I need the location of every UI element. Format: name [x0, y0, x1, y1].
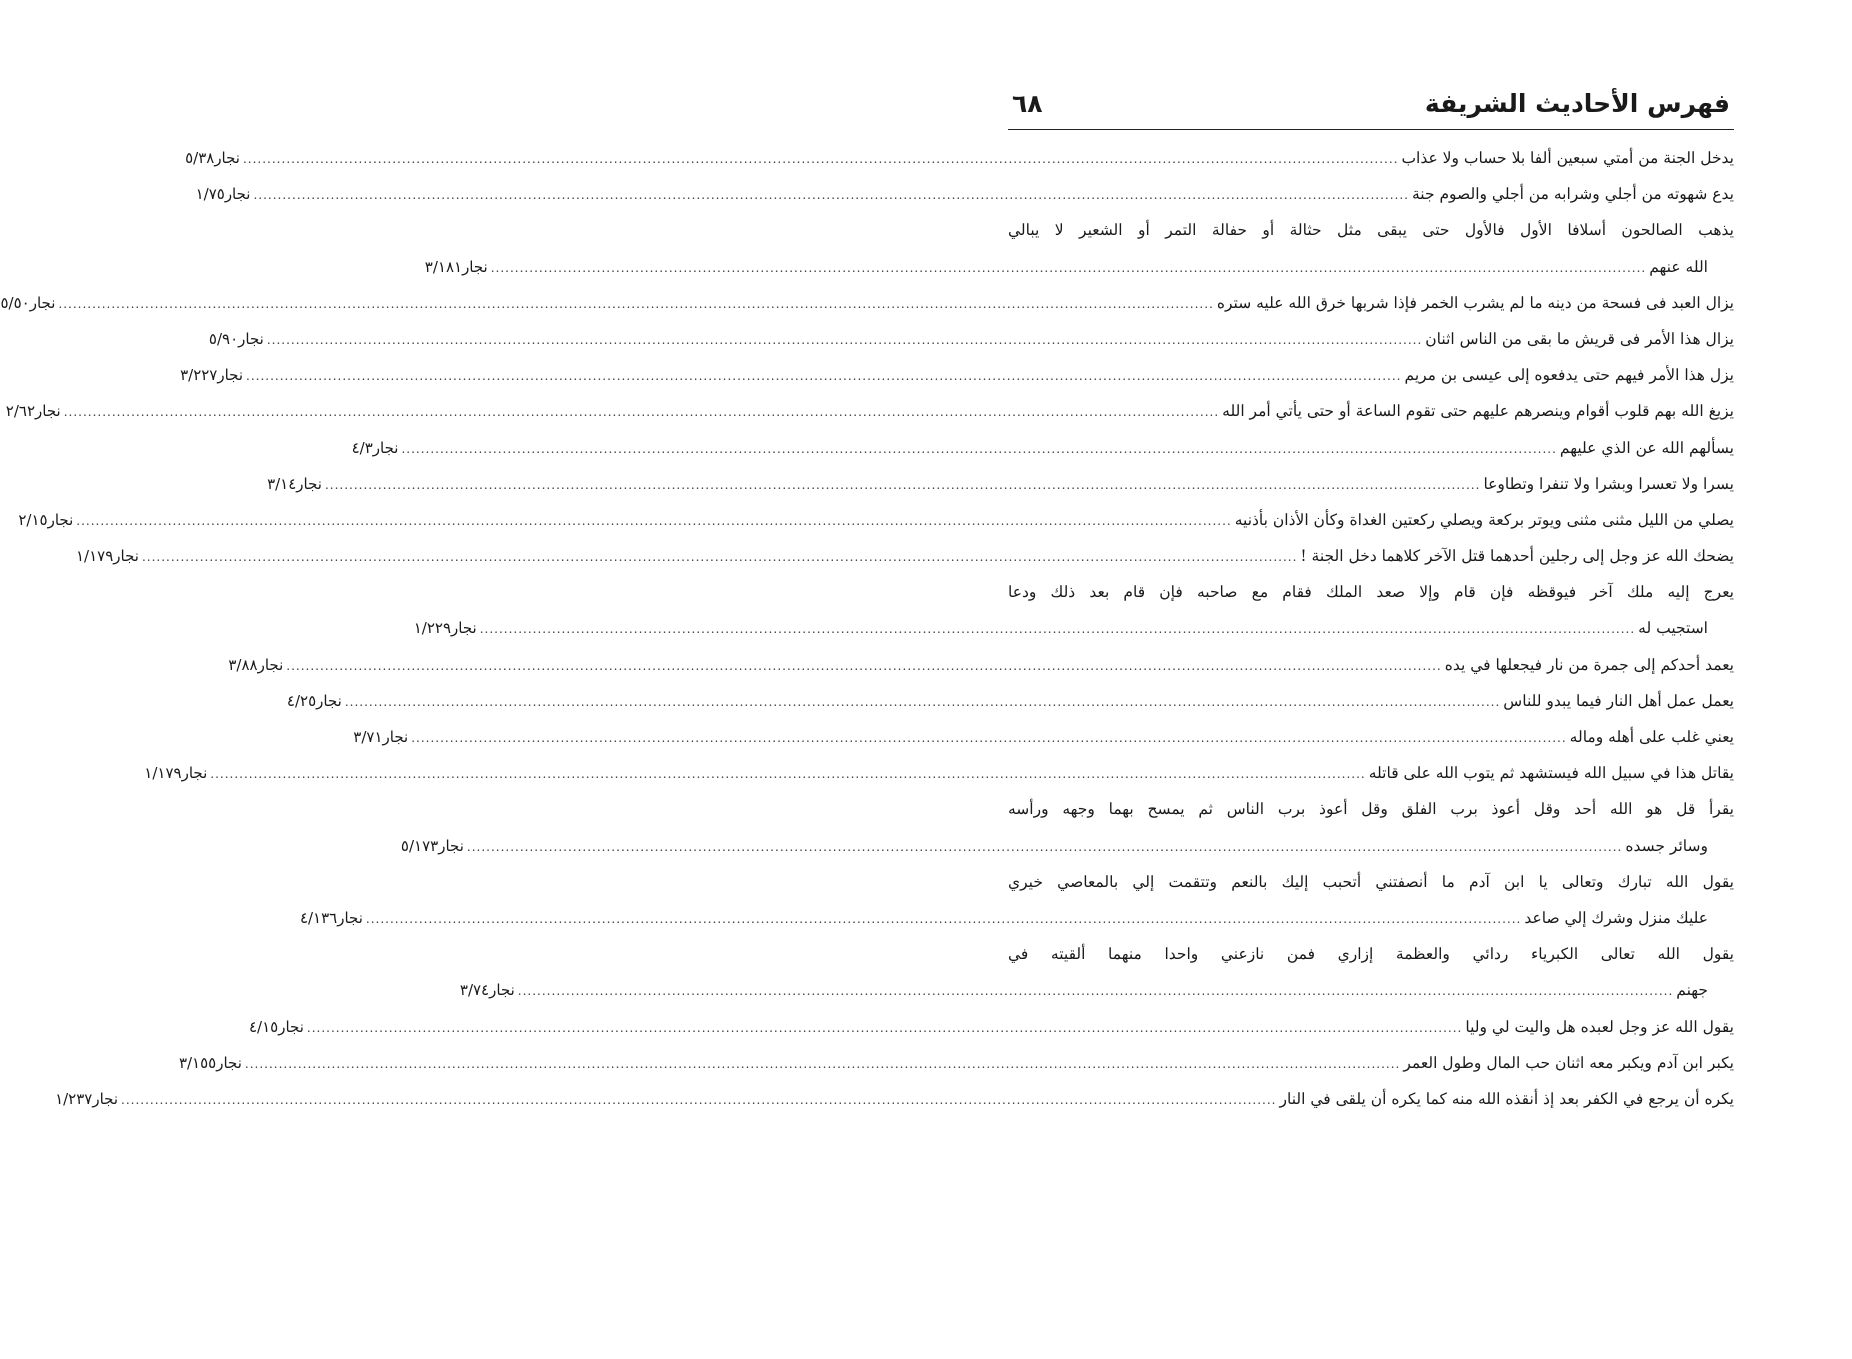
hadith-text: يدع شهوته من أجلي وشرابه من أجلي والصوم جنة: [1411, 185, 1734, 204]
source-reference: نجار١/٢٣٧: [55, 1089, 119, 1108]
hadith-text: يصلي من الليل مثنى مثنى ويوتر بركعة ويصلي ركعتين الغداة وكأن الأذان بأذنيه: [1234, 510, 1734, 529]
hadith-text: يزيغ الله بهم قلوب أقوام وينصرهم عليهم حتى تقوم الساعة أو حتى يأتي أمر الله: [1222, 402, 1734, 421]
index-entry: [1008, 212, 1734, 248]
index-entry: [5, 393, 1734, 429]
source-reference: نجار٣/١٨١: [424, 257, 488, 276]
dot-leader: [121, 1082, 1276, 1118]
source-reference: نجار٥/١٧٣: [400, 836, 464, 855]
dot-leader: [246, 358, 1401, 394]
hadith-text: يدخل الجنة من أمتي سبعين ألفا بلا حساب ولا عذاب: [1401, 149, 1734, 167]
source-reference: نجار٣/٢٢٧: [180, 366, 244, 385]
index-entry: [180, 357, 1734, 393]
index-entry-continuation: [424, 249, 1734, 285]
index-entry: [1008, 864, 1734, 900]
dot-leader: [64, 394, 1219, 430]
dot-leader: [142, 539, 1297, 575]
hadith-text: يقاتل هذا في سبيل الله فيستشهد ثم يتوب الله على قاتله: [1368, 764, 1734, 783]
hadith-text: يزل هذا الأمر فيهم حتى يدفعوه إلى عيسى بن مريم: [1404, 366, 1734, 385]
hadith-text: يعرج إليه ملك آخر فيوقظه فإن قام وإلا صعد الملك فقام مع صاحبه فإن قام بعد ذلك ودعا: [1008, 583, 1734, 602]
index-entry-continuation: [413, 610, 1734, 646]
index-entry: [18, 502, 1734, 538]
source-reference: نجار١/١٧٩: [144, 764, 208, 783]
index-entry: [1008, 574, 1734, 610]
dot-leader: [467, 829, 1622, 865]
page-title: فهرس الأحاديث الشريفة: [1424, 89, 1730, 118]
index-entry-continuation: [400, 828, 1734, 864]
hadith-text: وسائر جسده: [1625, 836, 1708, 855]
dot-leader: [307, 1010, 1462, 1046]
source-reference: نجار٤/٣: [351, 438, 399, 457]
dot-leader: [267, 322, 1422, 358]
hadith-index-list: [0, 140, 1734, 1117]
hadith-text: يقول الله عز وجل لعبده هل واليت لي وليا: [1465, 1017, 1734, 1036]
hadith-text: جهنم: [1676, 981, 1708, 1000]
index-entry: [55, 1081, 1734, 1117]
source-reference: نجار٣/٧٤: [459, 981, 515, 1000]
hadith-text: يعمد أحدكم إلى جمرة من نار فيجعلها في يده: [1444, 655, 1734, 674]
dot-leader: [325, 467, 1480, 503]
source-reference: نجار٥/٥٠: [0, 293, 56, 312]
dot-leader: [245, 1046, 1400, 1082]
hadith-text: يعمل عمل أهل النار فيما يبدو للناس: [1503, 691, 1734, 710]
source-reference: نجار١/١٧٩: [75, 547, 139, 566]
index-entry: [178, 1045, 1734, 1081]
header-divider: [1008, 129, 1734, 130]
dot-leader: [243, 141, 1398, 177]
hadith-text: يزال هذا الأمر فى قريش ما بقى من الناس اثنان: [1425, 329, 1734, 348]
page-header: [1008, 78, 1734, 118]
dot-leader: [210, 756, 1365, 792]
hadith-text: يقرأ قل هو الله أحد وقل أعوذ برب الفلق وقل أعوذ برب الناس ثم يمسح بهما وجهه ورأسه: [1008, 800, 1734, 819]
hadith-text: يزال العبد فى فسحة من دينه ما لم يشرب الخمر فإذا شربها خرق الله عليه ستره: [1216, 293, 1734, 312]
source-reference: نجار٢/٦٢: [5, 402, 61, 421]
index-entry: [249, 1009, 1734, 1045]
source-reference: نجار٣/٨٨: [228, 655, 284, 674]
source-reference: نجار٢/١٥: [18, 510, 74, 529]
source-reference: نجار٣/١٤: [267, 474, 322, 493]
dot-leader: [480, 611, 1635, 647]
index-entry-continuation: [299, 900, 1734, 936]
index-entry: [353, 719, 1734, 755]
index-entry: [1008, 936, 1734, 972]
source-reference: نجار١/٢٢٩: [413, 619, 477, 638]
hadith-text: يضحك الله عز وجل إلى رجلين أحدهما قتل الآخر كلاهما دخل الجنة !: [1300, 547, 1734, 566]
index-entry: [0, 285, 1734, 321]
index-entry: [286, 683, 1734, 719]
index-entry: [75, 538, 1734, 574]
hadith-text: يكبر ابن آدم ويكبر معه اثنان حب المال وطول العمر: [1403, 1053, 1734, 1072]
page-number: ٦٨: [1012, 89, 1043, 118]
index-entry: [267, 466, 1734, 502]
dot-leader: [58, 286, 1213, 322]
hadith-text: يقول الله تعالى الكبرياء ردائي والعظمة إزاري فمن نازعني واحدا منهما ألقيته في: [1008, 945, 1734, 964]
dot-leader: [411, 720, 1566, 756]
hadith-text: يكره أن يرجع في الكفر بعد إذ أنقذه الله منه كما يكره أن يلقى في النار: [1279, 1089, 1734, 1108]
hadith-text: يقول الله تبارك وتعالى يا ابن آدم ما أنصفتني أتحبب إليك بالنعم وتتقمت إلي بالمعاصي خيري: [1008, 872, 1734, 891]
hadith-text: الله عنهم: [1649, 257, 1708, 276]
index-entry: [208, 321, 1734, 357]
index-entry: [1008, 791, 1734, 827]
hadith-text: استجيب له: [1638, 619, 1708, 638]
dot-leader: [491, 250, 1646, 286]
source-reference: نجار٤/١٣٦: [299, 908, 363, 927]
dot-leader: [286, 648, 1441, 684]
hadith-text: يسألهم الله عن الذي عليهم: [1559, 438, 1734, 457]
index-entry: [228, 647, 1734, 683]
dot-leader: [366, 901, 1521, 937]
dot-leader: [76, 503, 1231, 539]
index-entry: [185, 140, 1734, 176]
index-entry: [144, 755, 1734, 791]
dot-leader: [401, 431, 1556, 467]
source-reference: نجار٥/٩٠: [208, 329, 264, 348]
source-reference: نجار١/٧٥: [195, 185, 251, 204]
source-reference: نجار٣/٧١: [353, 728, 409, 746]
hadith-text: يسرا ولا تعسرا وبشرا ولا تنفرا وتطاوعا: [1483, 474, 1734, 493]
source-reference: نجار٣/١٥٥: [178, 1053, 242, 1072]
index-entry-continuation: [459, 972, 1734, 1008]
dot-leader: [253, 177, 1408, 213]
index-entry: [195, 176, 1734, 212]
index-entry: [351, 430, 1734, 466]
source-reference: نجار٤/٢٥: [286, 691, 342, 710]
hadith-text: يعني غلب على أهله وماله: [1569, 728, 1734, 746]
source-reference: نجار٤/١٥: [249, 1017, 304, 1036]
source-reference: نجار٥/٣٨: [185, 149, 240, 167]
hadith-text: يذهب الصالحون أسلافا الأول فالأول حتى يبقى مثل حثالة أو حفالة التمر أو الشعير لا يبالي: [1008, 221, 1734, 240]
hadith-text: عليك منزل وشرك إلي صاعد: [1524, 908, 1708, 927]
dot-leader: [345, 684, 1500, 720]
dot-leader: [518, 973, 1673, 1009]
